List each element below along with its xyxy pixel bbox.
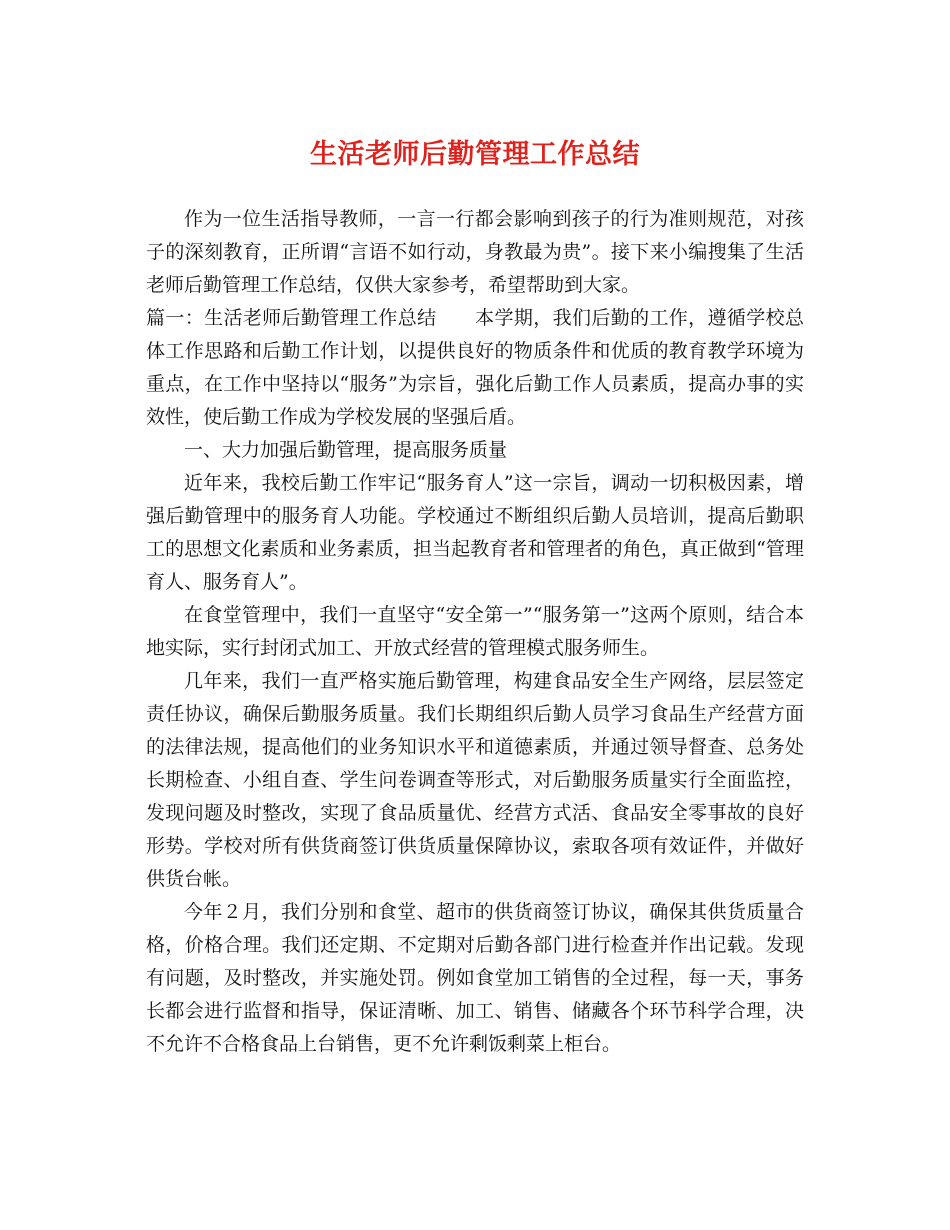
body-paragraph: 几年来，我们一直严格实施后勤管理，构建食品安全生产网络，层层签定责任协议，确保后勤服务质量。我们长期组织后勤人员学习食品生产经营方面的法律法规，提高他们的业务知识水平和道德素质，并通过领导督查、总务处长期检查、小组自查、学生问卷调查等形式，对后勤服务质量实行全面监控，发现问题及时整改，实现了食品质量优、经营方式活、食品安全零事故的良好形势。学校对所有供货商签订供货质量保障协议，索取各项有效证件，并做好供货台帐。 — [146, 670, 804, 890]
body-paragraph: 今年２月，我们分别和食堂、超市的供货商签订协议，确保其供货质量合格，价格合理。我们还定期、不定期对后勤各部门进行检查并作出记载。发现有问题，及时整改，并实施处罚。例如食堂加工销售的全过程，每一天，事务长都会进行监督和指导，保证清晰、加工、销售、储藏各个环节科学合理，决不允许不合格食品上台销售，更不允许剩饭剩菜上柜台。 — [146, 901, 804, 1055]
body-paragraph: 近年来，我校后勤工作牢记“服务育人”这一宗旨，调动一切积极因素，增强后勤管理中的服务育人功能。学校通过不断组织后勤人员培训，提高后勤职工的思想文化素质和业务素质，担当起教育者和管理者的角色，真正做到“管理育人、服务育人”。 — [146, 472, 804, 593]
document-body — [146, 203, 804, 1061]
section-paragraph: 篇一：生活老师后勤管理工作总结 本学期，我们后勤的工作，遵循学校总体工作思路和后勤工作计划，以提供良好的物质条件和优质的教育教学环境为重点，在工作中坚持以“服务”为宗旨，强化后勤工作人员素质，提高办事的实效性，使后勤工作成为学校发展的坚强后盾。 — [146, 307, 804, 428]
section-heading: 一、大力加强后勤管理，提高服务质量 — [184, 439, 508, 461]
intro-paragraph: 作为一位生活指导教师，一言一行都会影响到孩子的行为准则规范，对孩子的深刻教育，正所谓“言语不如行动，身教最为贵”。接下来小编搜集了生活老师后勤管理工作总结，仅供大家参考，希望帮助到大家。 — [146, 208, 804, 296]
document-title: 生活老师后勤管理工作总结 — [310, 139, 640, 170]
body-paragraph: 在食堂管理中，我们一直坚守“安全第一”“服务第一”这两个原则，结合本地实际，实行封闭式加工、开放式经营的管理模式服务师生。 — [146, 604, 804, 659]
